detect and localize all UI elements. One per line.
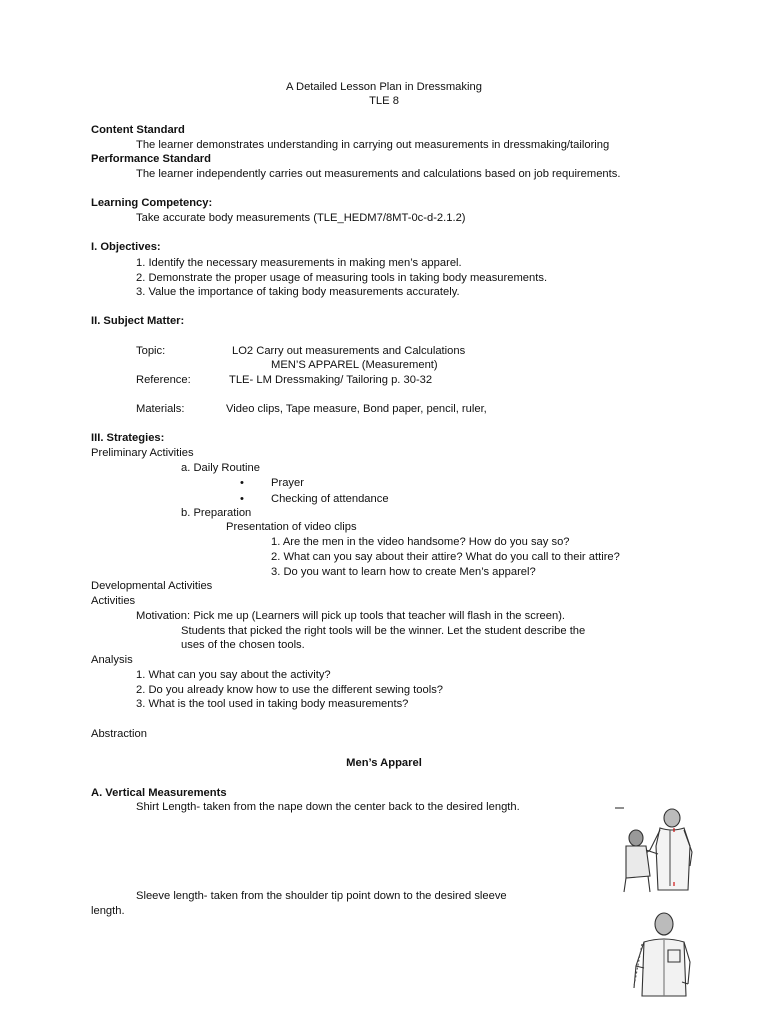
sleeve-length-text: Sleeve length- taken from the shoulder tip point down to the desired sleeve — [136, 890, 507, 902]
motivation-text: Motivation: Pick me up (Learners will pick up tools that teacher will flash in the screen). — [136, 610, 566, 622]
routine-item: Checking of attendance — [271, 493, 389, 505]
topic-line: MEN’S APPAREL (Measurement) — [271, 359, 438, 371]
document-title: A Detailed Lesson Plan in Dressmaking — [286, 81, 482, 93]
performance-standard-text: The learner independently carries out measurements and calculations based on job requirements. — [136, 168, 621, 180]
strategies-heading: III. Strategies: — [91, 432, 165, 444]
learning-competency-text: Take accurate body measurements (TLE_HEDM7/8MT-0c-d-2.1.2) — [136, 212, 466, 224]
abstraction-label: Abstraction — [91, 728, 147, 740]
objective-item: 1. Identify the necessary measurements in making men’s apparel. — [136, 257, 462, 269]
motivation-text: uses of the chosen tools. — [181, 639, 305, 651]
analysis-item: 3. What is the tool used in taking body measurements? — [136, 698, 409, 710]
content-standard-heading: Content Standard — [91, 124, 185, 136]
learning-competency-heading: Learning Competency: — [91, 197, 213, 209]
bullet-icon: • — [240, 493, 244, 505]
developmental-activities: Developmental Activities — [91, 580, 213, 592]
activities-label: Activities — [91, 595, 136, 607]
analysis-item: 1. What can you say about the activity? — [136, 669, 331, 681]
preparation: b. Preparation — [181, 507, 252, 519]
mens-apparel-heading: Men’s Apparel — [346, 757, 422, 769]
vertical-measurements-heading: A. Vertical Measurements — [91, 787, 227, 799]
routine-item: Prayer — [271, 477, 304, 489]
question-item: 2. What can you say about their attire? What do you call to their attire? — [271, 551, 620, 563]
materials-label: Materials: — [136, 403, 185, 415]
analysis-label: Analysis — [91, 654, 133, 666]
subject-matter-heading: II. Subject Matter: — [91, 315, 185, 327]
question-item: 1. Are the men in the video handsome? How do you say so? — [271, 536, 570, 548]
objective-item: 2. Demonstrate the proper usage of measuring tools in taking body measurements. — [136, 272, 548, 284]
motivation-text: Students that picked the right tools will be the winner. Let the student describe the — [181, 625, 586, 637]
question-item: 3. Do you want to learn how to create Men’s apparel? — [271, 566, 536, 578]
daily-routine: a. Daily Routine — [181, 462, 260, 474]
reference-text: TLE- LM Dressmaking/ Tailoring p. 30-32 — [229, 374, 433, 386]
bullet-icon: • — [240, 477, 244, 489]
topic-label: Topic: — [136, 345, 166, 357]
performance-standard-heading: Performance Standard — [91, 153, 211, 165]
content-standard-text: The learner demonstrates understanding in carrying out measurements in dressmaking/tailoring — [136, 139, 610, 151]
sleeve-length-illustration — [628, 910, 700, 998]
sleeve-length-text: length. — [91, 905, 125, 917]
preliminary-activities: Preliminary Activities — [91, 447, 194, 459]
analysis-item: 2. Do you already know how to use the different sewing tools? — [136, 684, 444, 696]
objectives-heading: I. Objectives: — [91, 241, 161, 253]
presentation: Presentation of video clips — [226, 521, 357, 533]
objective-item: 3. Value the importance of taking body measurements accurately. — [136, 286, 460, 298]
shirt-length-illustration — [612, 806, 696, 894]
document-subtitle: TLE 8 — [369, 95, 399, 107]
topic-line: LO2 Carry out measurements and Calculations — [232, 345, 466, 357]
reference-label: Reference: — [136, 374, 191, 386]
materials-text: Video clips, Tape measure, Bond paper, pencil, ruler, — [226, 403, 487, 415]
shirt-length-text: Shirt Length- taken from the nape down the center back to the desired length. — [136, 801, 520, 813]
